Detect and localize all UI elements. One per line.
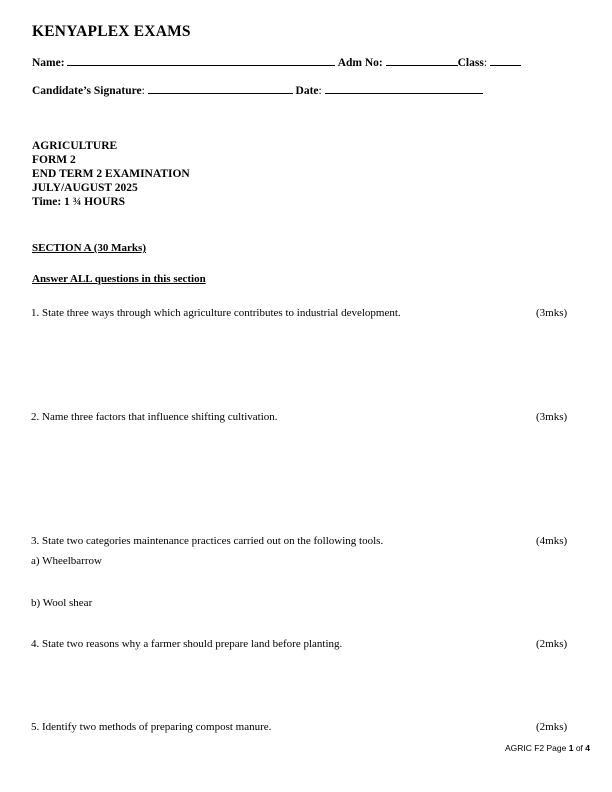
question-3: 3. State two categories maintenance practices carried out on the following tools. [31, 535, 384, 547]
footer-of: of [573, 743, 586, 753]
question-2-marks: (3mks) [536, 411, 568, 423]
signature-colon: : [141, 85, 145, 97]
class-label: Class [457, 57, 484, 69]
school-title: KENYAPLEX EXAMS [32, 23, 191, 40]
date-field[interactable] [325, 84, 483, 94]
question-3-marks: (4mks) [536, 535, 568, 547]
section-title: SECTION A (30 Marks) [32, 242, 146, 254]
class-field[interactable] [490, 56, 521, 66]
name-field[interactable] [67, 56, 335, 66]
signature-row [32, 84, 483, 97]
question-1: 1. State three ways through which agriculture contributes to industrial development. [31, 307, 401, 319]
signature-field[interactable] [148, 84, 293, 94]
question-1-marks: (3mks) [536, 307, 568, 319]
class-colon: : [483, 57, 488, 69]
exam-subject: AGRICULTURE [32, 140, 118, 152]
question-4-marks: (2mks) [536, 638, 568, 650]
exam-time: Time: 1 ¾ HOURS [32, 196, 126, 208]
question-2: 2. Name three factors that influence shifting cultivation. [31, 411, 278, 423]
page-footer [505, 743, 590, 753]
question-3-part-a: a) Wheelbarrow [31, 555, 102, 567]
footer-prefix: AGRIC F2 Page [504, 743, 569, 753]
question-5-marks: (2mks) [536, 721, 568, 733]
exam-form: FORM 2 [32, 154, 76, 166]
date-colon: : [318, 85, 322, 97]
exam-period: JULY/AUGUST 2025 [32, 182, 138, 194]
name-label: Name: [32, 57, 65, 69]
exam-name: END TERM 2 EXAMINATION [32, 168, 190, 180]
section-instruction: Answer ALL questions in this section [32, 273, 206, 285]
signature-label: Candidate’s Signature [32, 85, 142, 97]
question-4: 4. State two reasons why a farmer should prepare land before planting. [31, 638, 343, 650]
question-5: 5. Identify two methods of preparing compost manure. [31, 721, 272, 733]
name-row [32, 56, 521, 69]
adm-label: Adm No: [337, 57, 383, 69]
date-label: Date [295, 85, 319, 97]
footer-page-number: 1 [568, 743, 574, 753]
adm-field[interactable] [386, 56, 458, 66]
footer-total-pages: 4 [585, 743, 590, 753]
question-3-part-b: b) Wool shear [31, 597, 93, 609]
